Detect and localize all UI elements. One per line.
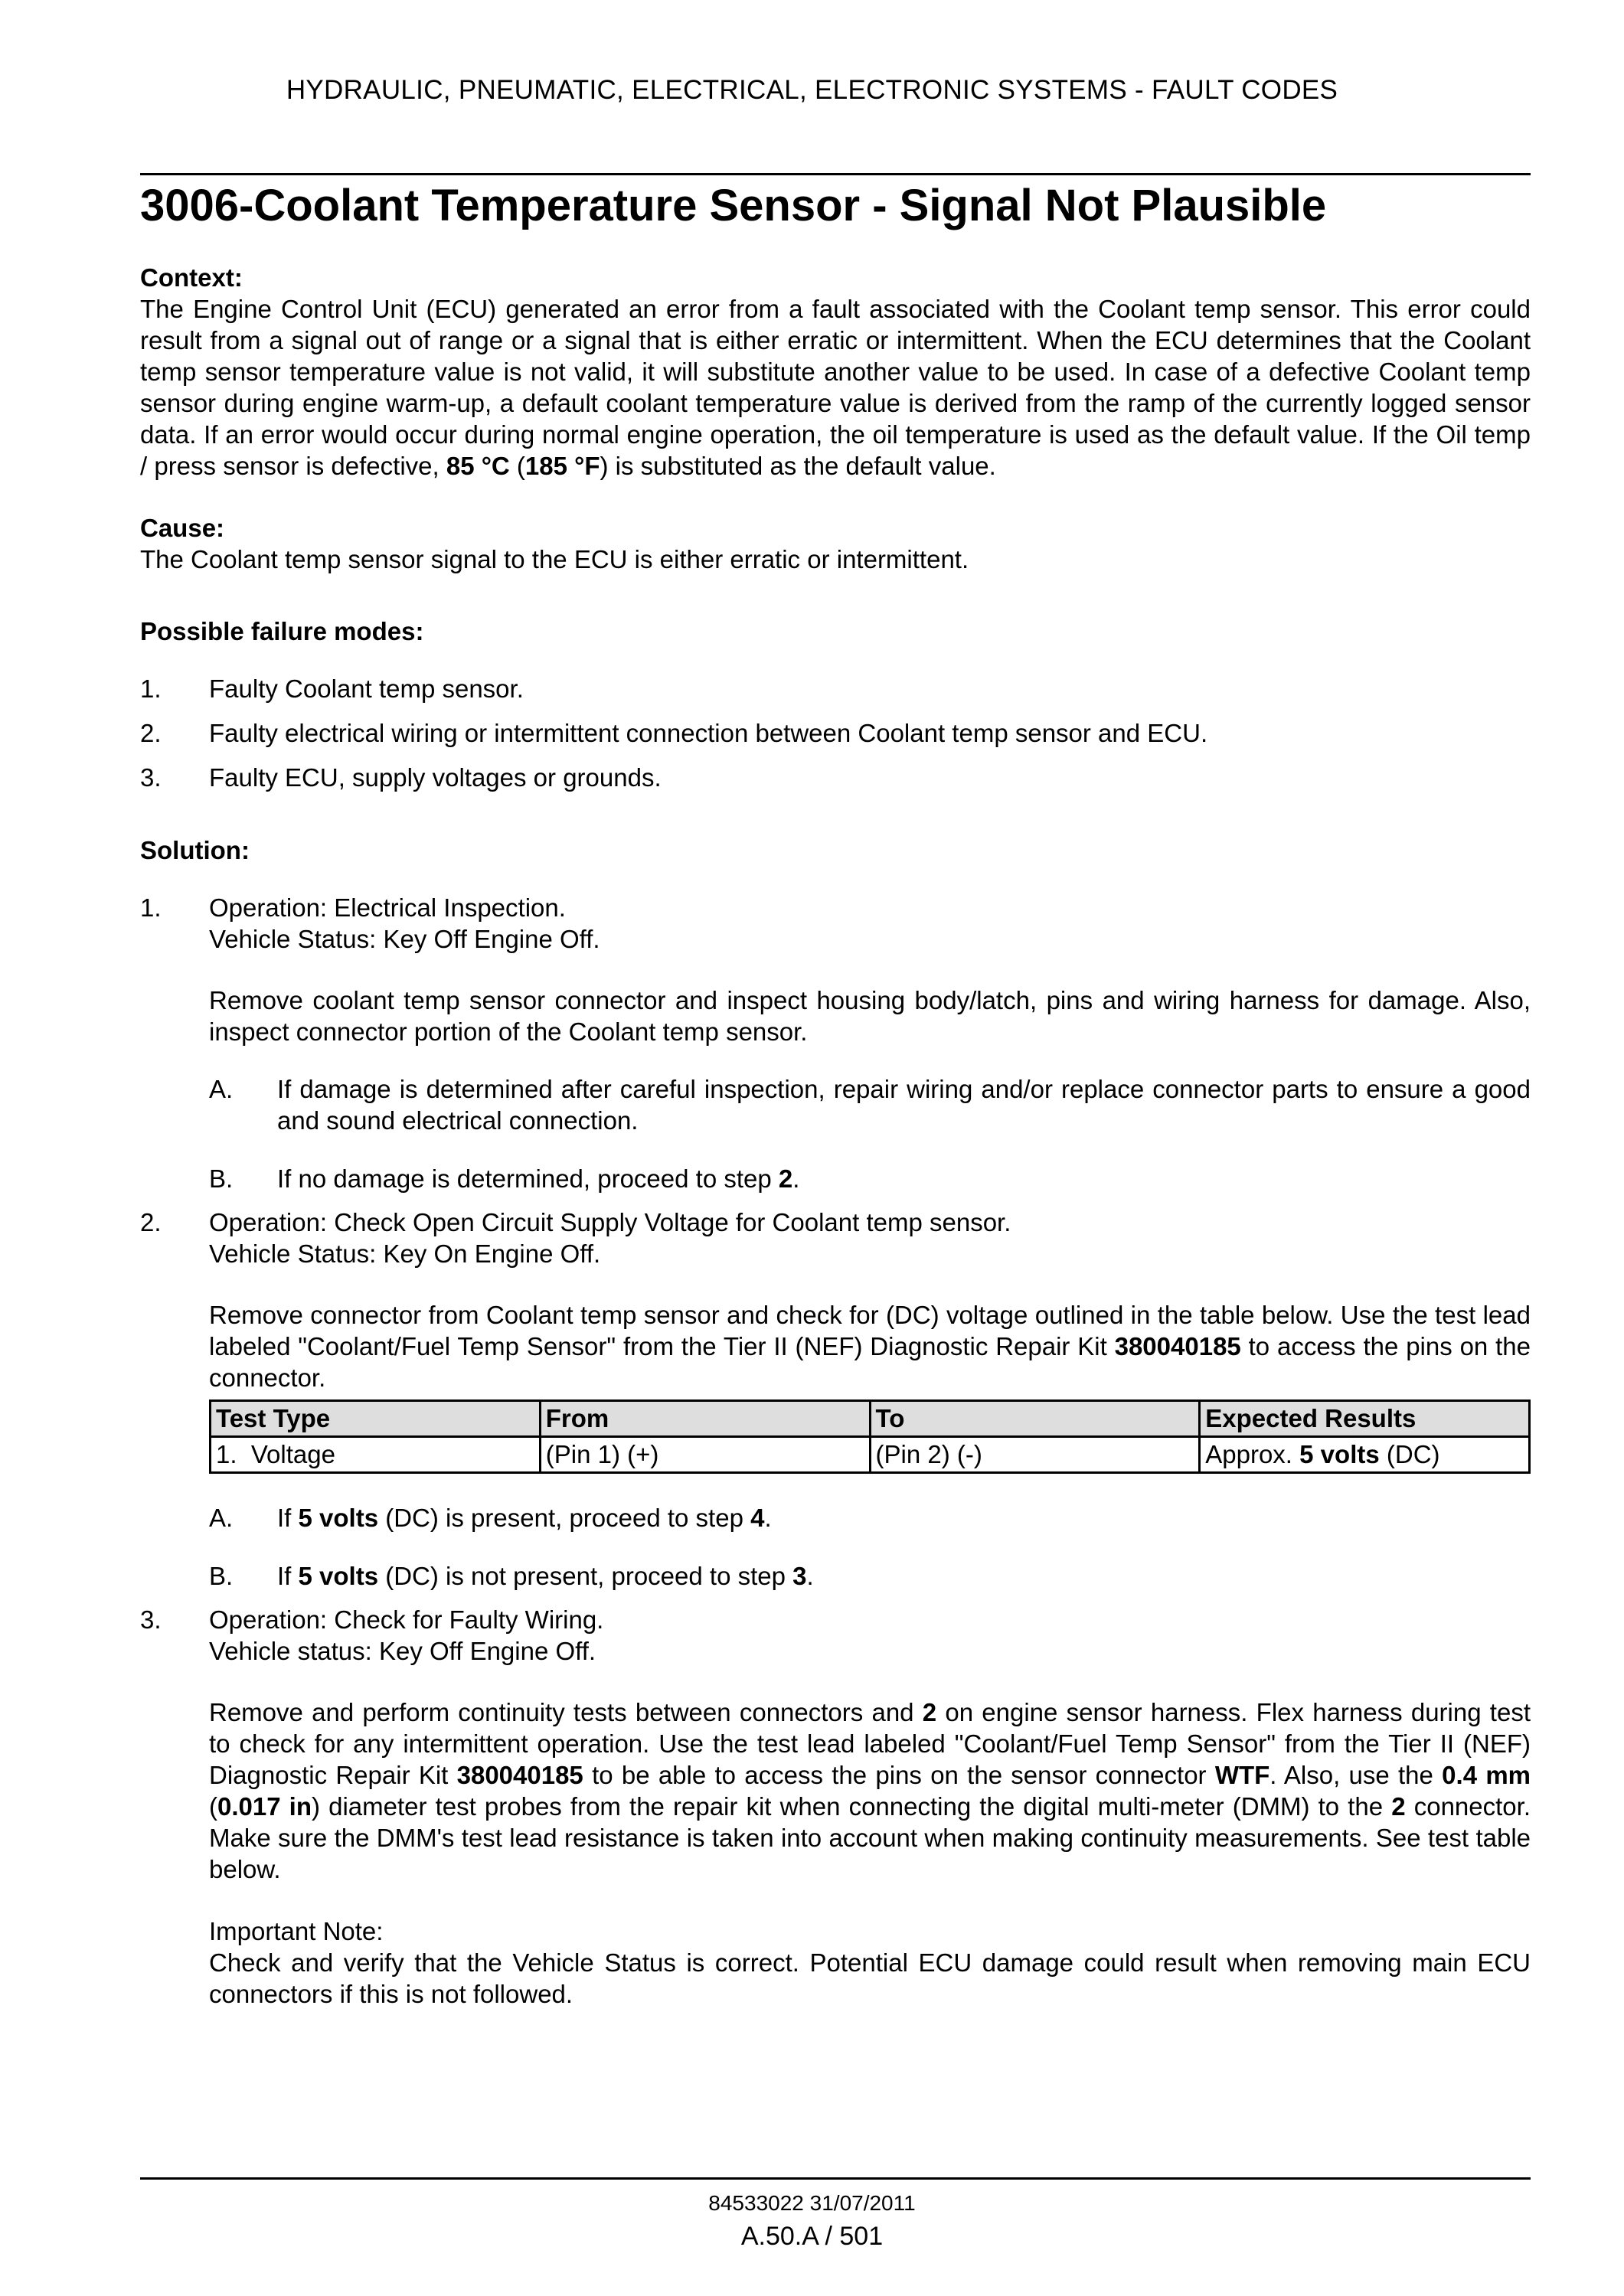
running-header: HYDRAULIC, PNEUMATIC, ELECTRICAL, ELECTRONIC SYSTEMS - FAULT CODES — [286, 75, 1338, 105]
step-substep-a: A. If 5 volts (DC) is present, proceed to step 4. — [209, 1504, 772, 1532]
important-note-text: Check and verify that the Vehicle Status is correct. Potential ECU damage could result when removing main ECU connectors if this is not followed. — [209, 1948, 1531, 2008]
step-vehicle-status: Vehicle status: Key Off Engine Off. — [209, 1637, 596, 1665]
temp-celsius: 85 °C — [446, 452, 510, 480]
list-item: 1. Faulty Coolant temp sensor. — [140, 674, 524, 703]
step-substep-b: B. If no damage is determined, proceed to step 2. — [209, 1164, 800, 1193]
solution-step-3: 3. Operation: Check for Faulty Wiring. Vehicle status: Key Off Engine Off. Remove and perform continuity tests between connectors and 2 on engine sensor harness. Flex harness during test to check for any intermittent operation. Use the test lead labeled "Coolant/Fuel Temp Sensor" from the Tier II (NEF) Diagnostic Repair Kit 380040185 to be able to access the pins on the sensor connector WTF. Also, use the 0.4 mm (0.017 in) diameter test probes from the repair kit when connecting the digital multi-meter (DMM) to the 2 connector. Make sure the DMM's test lead resistance is taken into account when making continuity measurements. See test table below. Important Note: Check and verify that the Vehicle Status is correct. Potential ECU damage could result when removing main ECU connectors if this is not followed. — [140, 1605, 1531, 2008]
step-text: Remove connector from Coolant temp sensor and check for (DC) voltage outlined in the table below. Use the test lead labeled "Coolant/Fuel Temp Sensor" from the Tier II (NEF) Diagnostic Repair Kit 380040185 to access the pins on the connector. — [209, 1301, 1531, 1392]
repair-kit-number: 380040185 — [1114, 1332, 1241, 1360]
table-cell: (Pin 2) (-) — [870, 1437, 1200, 1473]
step-substep-b: B. If 5 volts (DC) is not present, proceed to step 3. — [209, 1562, 814, 1590]
solution-step-1: 1. Operation: Electrical Inspection. Vehicle Status: Key Off Engine Off. Remove coolant temp sensor connector and inspect housing body/latch, pins and wiring harness for damage. Also, inspect connector portion of the Coolant temp sensor. A. If damage is determined after careful inspection, repair wiring and/or replace connector parts to ensure a good and sound electrical connection. B. If no damage is determined, proceed to step 2. — [140, 893, 1531, 1193]
footer-rule — [140, 2177, 1531, 2180]
important-note-heading: Important Note: — [209, 1917, 384, 1945]
step-operation: Operation: Electrical Inspection. — [209, 893, 566, 922]
step-text: Remove and perform continuity tests between connectors and 2 on engine sensor harness. Flex harness during test to check for any intermittent operation. Use the test lead labeled "Coolant/Fuel Temp Sensor" from the Tier II (NEF) Diagnostic Repair Kit 380040185 to be able to access the pins on the sensor connector WTF. Also, use the 0.4 mm (0.017 in) diameter test probes from the repair kit when connecting the digital multi-meter (DMM) to the 2 connector. Make sure the DMM's test lead resistance is taken into account when making continuity measurements. See test table below. — [209, 1698, 1531, 1883]
step-operation: Operation: Check Open Circuit Supply Voltage for Coolant temp sensor. — [209, 1208, 1011, 1236]
solution-heading: Solution: — [140, 836, 250, 864]
page-number: A.50.A / 501 — [740, 2222, 884, 2251]
cause-text: The Coolant temp sensor signal to the ECU is either erratic or intermittent. — [140, 545, 969, 573]
document-code: 84533022 31/07/2011 — [708, 2191, 916, 2215]
header-rule — [140, 173, 1531, 175]
main-content — [140, 262, 1531, 2010]
cause-heading: Cause: — [140, 514, 225, 542]
page-title: 3006-Coolant Temperature Sensor - Signal Not Plausible — [140, 181, 1327, 230]
list-item: 3. Faulty ECU, supply voltages or grounds. — [140, 763, 662, 792]
temp-fahrenheit: 185 °F — [524, 452, 600, 480]
context-text: The Engine Control Unit (ECU) generated an error from a fault associated with the Coolant temp sensor. This error could result from a signal out of range or a signal that is either erratic or intermittent. When the ECU determines that the Coolant temp sensor temperature value is not valid, it will substitute another value to be used. In case of a defective Coolant temp sensor during engine warm-up, a default coolant temperature value is derived from the ramp of the currently logged sensor data. If an error would occur during normal engine operation, the oil temperature is used as the default value. If the Oil temp / press sensor is defective, 85 °C (185 °F) is substituted as the default value. — [140, 295, 1531, 480]
table-header-row — [211, 1401, 1530, 1437]
step-vehicle-status: Vehicle Status: Key On Engine Off. — [209, 1239, 601, 1268]
step-operation: Operation: Check for Faulty Wiring. — [209, 1605, 604, 1634]
table-cell: Approx. 5 volts (DC) — [1200, 1437, 1530, 1473]
table-header-cell: From — [540, 1401, 870, 1437]
solution-step-2: 2. Operation: Check Open Circuit Supply Voltage for Coolant temp sensor. Vehicle Status: Key On Engine Off. Remove connector from Coolant temp sensor and check for (DC) voltage outlined in the table below. Use the test lead labeled "Coolant/Fuel Temp Sensor" from the Tier II (NEF) Diagnostic Repair Kit 380040185 to access the pins on the connector. Test Type From To Expected Results 1. Voltage (Pin 1) (+) (Pin 2) (-) Approx. 5 volts (DC) A. If 5 volts (DC) is present, proceed to step 4. B. If 5 volts (DC) is not present, proceed to step 3. — [140, 1208, 1531, 1590]
table-cell: 1. Voltage — [211, 1437, 541, 1473]
step-substep-a: A. If damage is determined after careful inspection, repair wiring and/or replace connector parts to ensure a good and sound electrical connection. — [209, 1075, 1531, 1135]
failure-modes-list — [140, 673, 1531, 793]
voltage-test-table — [209, 1399, 1531, 1474]
failure-modes-heading: Possible failure modes: — [140, 617, 424, 645]
table-header-cell: To — [870, 1401, 1200, 1437]
step-vehicle-status: Vehicle Status: Key Off Engine Off. — [209, 925, 600, 953]
context-heading: Context: — [140, 263, 243, 292]
table-cell: (Pin 1) (+) — [540, 1437, 870, 1473]
step-text: Remove coolant temp sensor connector and inspect housing body/latch, pins and wiring harness for damage. Also, inspect connector portion of the Coolant temp sensor. — [209, 986, 1531, 1046]
list-item: 2. Faulty electrical wiring or intermittent connection between Coolant temp sensor and ECU. — [140, 719, 1208, 747]
table-header-cell: Expected Results — [1200, 1401, 1530, 1437]
repair-kit-number: 380040185 — [456, 1761, 583, 1789]
table-header-cell: Test Type — [211, 1401, 541, 1437]
table-row — [211, 1437, 1530, 1473]
